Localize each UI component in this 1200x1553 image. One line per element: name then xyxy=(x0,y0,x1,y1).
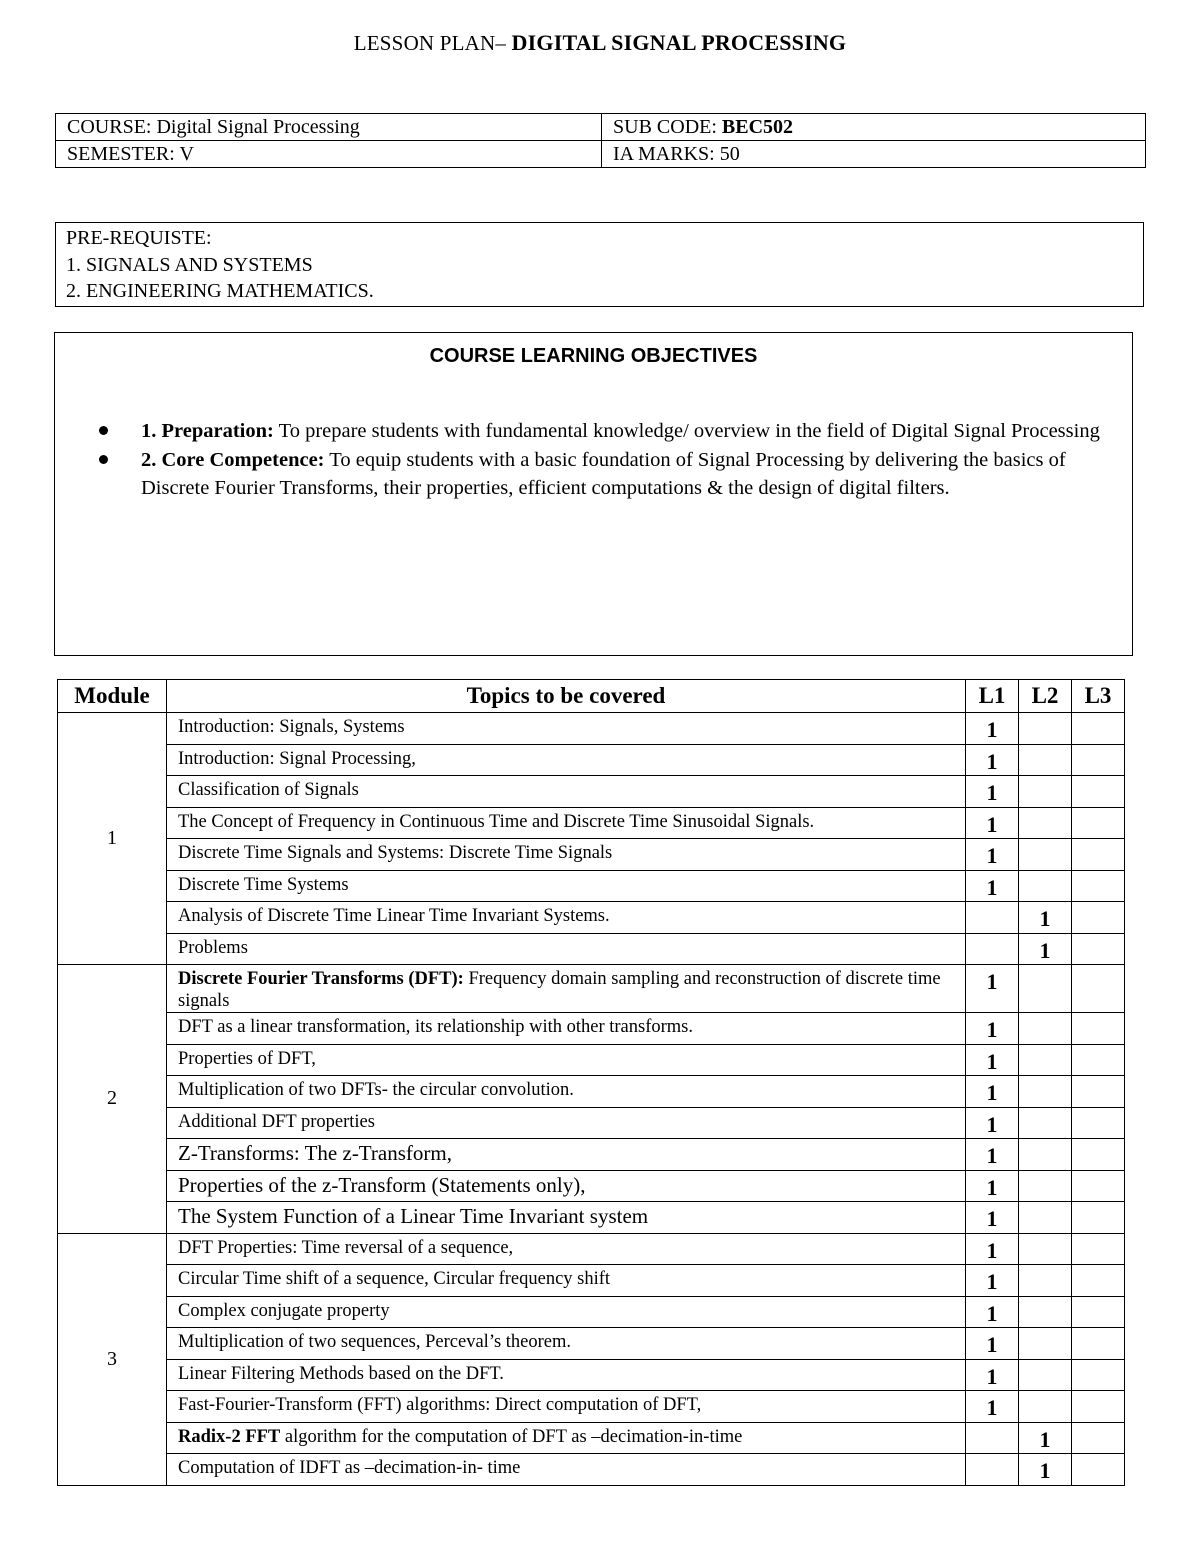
level-l3-cell xyxy=(1072,1044,1125,1076)
topic-cell xyxy=(167,1422,966,1454)
ia-label: IA MARKS: xyxy=(613,142,720,165)
topic-text: Multiplication of two sequences, Perceval’s theorem. xyxy=(178,1332,572,1352)
level-l3-cell xyxy=(1072,713,1125,745)
level-l1-cell xyxy=(966,1422,1019,1454)
topic-cell xyxy=(167,1044,966,1076)
level-l2-cell xyxy=(1019,744,1072,776)
objective-label: 2. Core Competence: xyxy=(141,448,325,471)
level-l3-cell xyxy=(1072,1202,1125,1234)
level-l3-cell xyxy=(1072,1422,1125,1454)
prerequisite-heading: PRE-REQUISTE: xyxy=(66,227,212,249)
level-l3-cell xyxy=(1072,902,1125,934)
table-row xyxy=(58,1391,1125,1423)
topic-text: Linear Filtering Methods based on the DFT. xyxy=(178,1363,504,1384)
level-l2-cell xyxy=(1019,1202,1072,1234)
level-l1-cell: 1 xyxy=(966,1202,1019,1234)
level-l1-cell: 1 xyxy=(966,965,1019,1013)
table-row xyxy=(58,713,1125,745)
course-cell xyxy=(56,114,602,141)
module-table-header xyxy=(58,680,1125,713)
level-l1-cell: 1 xyxy=(966,744,1019,776)
topic-text: Discrete Time Signals and Systems: Discrete Time Signals xyxy=(178,843,613,863)
topic-text: Analysis of Discrete Time Linear Time Invariant Systems. xyxy=(178,906,610,926)
level-l2-cell xyxy=(1019,807,1072,839)
level-l1-cell: 1 xyxy=(966,1328,1019,1360)
level-l3-cell xyxy=(1072,933,1125,965)
topic-cell xyxy=(167,1454,966,1486)
module-table xyxy=(57,679,1125,1486)
table-row xyxy=(58,965,1125,1013)
table-row xyxy=(58,839,1125,871)
topic-text: Frequency domain sampling and reconstruction of discrete time signals xyxy=(178,969,941,1011)
level-l1-cell: 1 xyxy=(966,839,1019,871)
prerequisite-item: 2. ENGINEERING MATHEMATICS. xyxy=(66,280,374,302)
topic-cell xyxy=(167,839,966,871)
table-row xyxy=(58,1107,1125,1139)
module-number: 3 xyxy=(58,1233,167,1485)
level-l2-cell xyxy=(1019,965,1072,1013)
topic-text: Classification of Signals xyxy=(178,780,359,800)
level-l3-cell xyxy=(1072,1391,1125,1423)
objectives-box xyxy=(54,332,1133,656)
level-l1-cell: 1 xyxy=(966,1233,1019,1265)
semester-label: SEMESTER: xyxy=(67,142,180,165)
topic-text: Fast-Fourier-Transform (FFT) algorithms: Direct computation of DFT, xyxy=(178,1395,702,1415)
table-row xyxy=(58,1044,1125,1076)
level-l1-cell: 1 xyxy=(966,1391,1019,1423)
level-l3-cell xyxy=(1072,870,1125,902)
level-l1-cell: 1 xyxy=(966,1359,1019,1391)
level-l1-cell: 1 xyxy=(966,1107,1019,1139)
level-l3-cell xyxy=(1072,1359,1125,1391)
table-row xyxy=(58,807,1125,839)
table-row xyxy=(58,1170,1125,1202)
course-label: COURSE: xyxy=(67,115,157,138)
topic-text: Introduction: Signals, Systems xyxy=(178,717,405,737)
course-value: Digital Signal Processing xyxy=(156,115,360,138)
level-l2-cell xyxy=(1019,1265,1072,1297)
topic-cell xyxy=(167,1265,966,1297)
topic-text: Properties of DFT, xyxy=(178,1048,316,1069)
level-l3-cell xyxy=(1072,839,1125,871)
table-row xyxy=(58,902,1125,934)
objective-text: To prepare students with fundamental knowledge/ overview in the field of Digital Signal Processing xyxy=(273,420,1100,442)
topic-text: Multiplication of two DFTs- the circular convolution. xyxy=(178,1080,574,1100)
course-info-table xyxy=(55,113,1146,168)
topic-cell xyxy=(167,933,966,965)
level-l1-cell: 1 xyxy=(966,1265,1019,1297)
level-l2-cell xyxy=(1019,1044,1072,1076)
topic-cell xyxy=(167,1076,966,1108)
level-l1-cell xyxy=(966,1454,1019,1486)
objective-text: To equip students with a basic foundation of Signal Processing by delivering the basics of Discrete Fourier Transforms, their properties, efficient computations & the design of digital filters. xyxy=(141,448,1066,499)
level-l3-cell xyxy=(1072,1107,1125,1139)
topic-text: DFT as a linear transformation, its relationship with other transforms. xyxy=(178,1017,693,1037)
level-l3-cell xyxy=(1072,1139,1125,1171)
header-module: Module xyxy=(58,680,167,713)
level-l2-cell xyxy=(1019,1139,1072,1171)
level-l1-cell: 1 xyxy=(966,1139,1019,1171)
topic-text: Properties of the z-Transform (Statements only), xyxy=(178,1172,586,1197)
level-l3-cell xyxy=(1072,744,1125,776)
topic-text: Problems xyxy=(178,937,248,958)
semester-cell xyxy=(56,141,602,168)
table-row xyxy=(58,1359,1125,1391)
level-l1-cell xyxy=(966,902,1019,934)
level-l2-cell: 1 xyxy=(1019,1422,1072,1454)
topic-bold-text: Radix-2 FFT xyxy=(178,1426,281,1447)
level-l2-cell xyxy=(1019,776,1072,808)
topic-cell xyxy=(167,965,966,1013)
prerequisite-box xyxy=(55,222,1144,307)
level-l2-cell: 1 xyxy=(1019,902,1072,934)
level-l3-cell xyxy=(1072,1013,1125,1045)
level-l1-cell: 1 xyxy=(966,776,1019,808)
objective-label: 1. Preparation: xyxy=(141,420,274,442)
topic-bold-text: Discrete Fourier Transforms (DFT): xyxy=(178,969,464,989)
bullet-icon xyxy=(99,455,108,464)
level-l1-cell: 1 xyxy=(966,1170,1019,1202)
objective-item xyxy=(93,446,1123,503)
level-l2-cell xyxy=(1019,1107,1072,1139)
level-l3-cell xyxy=(1072,776,1125,808)
level-l2-cell: 1 xyxy=(1019,1454,1072,1486)
module-number: 2 xyxy=(58,965,167,1234)
course-info-row xyxy=(56,141,1146,168)
objectives-heading: COURSE LEARNING OBJECTIVES xyxy=(429,345,758,367)
topic-cell xyxy=(167,1170,966,1202)
table-row xyxy=(58,744,1125,776)
topic-cell xyxy=(167,776,966,808)
level-l2-cell xyxy=(1019,1233,1072,1265)
level-l1-cell: 1 xyxy=(966,1044,1019,1076)
level-l3-cell xyxy=(1072,965,1125,1013)
subcode-cell xyxy=(602,114,1146,141)
topic-text: Discrete Time Systems xyxy=(178,874,349,895)
level-l2-cell xyxy=(1019,1013,1072,1045)
header-l3: L3 xyxy=(1072,680,1125,713)
level-l3-cell xyxy=(1072,807,1125,839)
table-row xyxy=(58,776,1125,808)
header-topics: Topics to be covered xyxy=(167,680,966,713)
semester-value: V xyxy=(179,142,194,165)
table-row xyxy=(58,1013,1125,1045)
topic-cell xyxy=(167,1359,966,1391)
ia-value: 50 xyxy=(719,142,740,165)
topic-text: Computation of IDFT as –decimation-in- time xyxy=(178,1458,521,1478)
topic-cell xyxy=(167,744,966,776)
level-l3-cell xyxy=(1072,1265,1125,1297)
level-l3-cell xyxy=(1072,1328,1125,1360)
topic-cell xyxy=(167,1233,966,1265)
level-l1-cell: 1 xyxy=(966,1296,1019,1328)
level-l3-cell xyxy=(1072,1170,1125,1202)
topic-text: Circular Time shift of a sequence, Circular frequency shift xyxy=(178,1269,611,1289)
table-row xyxy=(58,1202,1125,1234)
level-l1-cell xyxy=(966,933,1019,965)
topic-text: Introduction: Signal Processing, xyxy=(178,748,416,769)
course-info-row xyxy=(56,114,1146,141)
topic-text: Z-Transforms: The z-Transform, xyxy=(178,1141,452,1165)
topic-cell xyxy=(167,1013,966,1045)
level-l2-cell xyxy=(1019,1296,1072,1328)
topic-cell xyxy=(167,1296,966,1328)
level-l2-cell xyxy=(1019,1328,1072,1360)
module-table-body xyxy=(58,713,1125,1486)
topic-cell xyxy=(167,713,966,745)
table-row xyxy=(58,1139,1125,1171)
table-row xyxy=(58,1076,1125,1108)
ia-marks-cell xyxy=(602,141,1146,168)
topic-cell xyxy=(167,1139,966,1171)
level-l2-cell xyxy=(1019,1359,1072,1391)
level-l2-cell xyxy=(1019,1076,1072,1108)
subcode-value: BEC502 xyxy=(721,115,794,138)
table-row xyxy=(58,1265,1125,1297)
table-row xyxy=(58,870,1125,902)
subcode-label: SUB CODE: xyxy=(613,115,722,138)
objective-item xyxy=(93,417,1123,446)
header-l1: L1 xyxy=(966,680,1019,713)
table-row xyxy=(58,1233,1125,1265)
level-l1-cell: 1 xyxy=(966,807,1019,839)
topic-cell xyxy=(167,1202,966,1234)
level-l2-cell: 1 xyxy=(1019,933,1072,965)
topic-text: The Concept of Frequency in Continuous Time and Discrete Time Sinusoidal Signals. xyxy=(178,811,815,832)
level-l2-cell xyxy=(1019,713,1072,745)
topic-text: The System Function of a Linear Time Invariant system xyxy=(178,1204,649,1228)
topic-cell xyxy=(167,902,966,934)
level-l1-cell: 1 xyxy=(966,713,1019,745)
level-l1-cell: 1 xyxy=(966,1076,1019,1108)
level-l3-cell xyxy=(1072,1076,1125,1108)
table-row xyxy=(58,1454,1125,1486)
level-l2-cell xyxy=(1019,870,1072,902)
level-l3-cell xyxy=(1072,1233,1125,1265)
level-l2-cell xyxy=(1019,839,1072,871)
topic-text: Complex conjugate property xyxy=(178,1300,390,1321)
topic-cell xyxy=(167,1107,966,1139)
topic-text: Additional DFT properties xyxy=(178,1111,375,1132)
topic-cell xyxy=(167,807,966,839)
topic-cell xyxy=(167,870,966,902)
level-l2-cell xyxy=(1019,1170,1072,1202)
table-row xyxy=(58,1296,1125,1328)
topic-cell xyxy=(167,1328,966,1360)
topic-text: DFT Properties: Time reversal of a sequence, xyxy=(178,1237,514,1258)
header-l2: L2 xyxy=(1019,680,1072,713)
table-row xyxy=(58,1328,1125,1360)
table-row xyxy=(58,1422,1125,1454)
page-title xyxy=(0,30,1200,56)
objectives-list xyxy=(93,417,1123,503)
title-main: DIGITAL SIGNAL PROCESSING xyxy=(511,30,847,55)
title-prefix: LESSON PLAN– xyxy=(353,31,512,55)
level-l3-cell xyxy=(1072,1296,1125,1328)
level-l2-cell xyxy=(1019,1391,1072,1423)
level-l1-cell: 1 xyxy=(966,870,1019,902)
prerequisite-item: 1. SIGNALS AND SYSTEMS xyxy=(66,253,313,276)
topic-cell xyxy=(167,1391,966,1423)
table-row xyxy=(58,933,1125,965)
level-l3-cell xyxy=(1072,1454,1125,1486)
topic-text: algorithm for the computation of DFT as –decimation-in-time xyxy=(280,1426,743,1447)
module-number: 1 xyxy=(58,713,167,965)
bullet-icon xyxy=(99,426,108,435)
level-l1-cell: 1 xyxy=(966,1013,1019,1045)
